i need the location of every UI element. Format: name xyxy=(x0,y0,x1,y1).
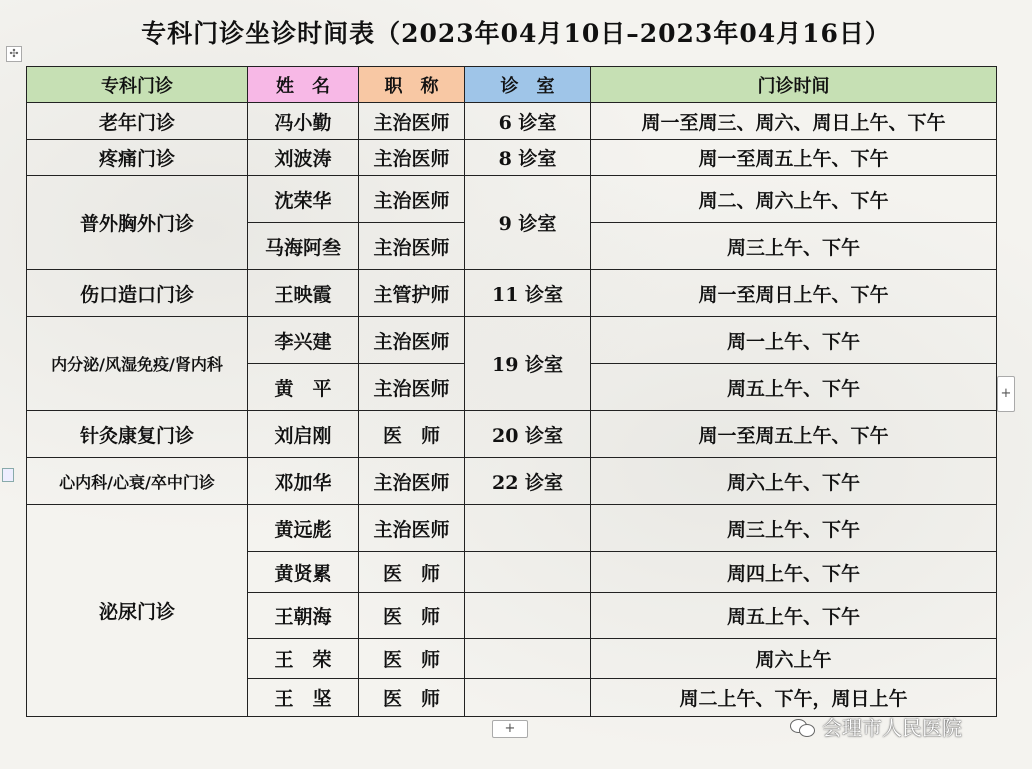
cell-dept[interactable]: 泌尿门诊 xyxy=(27,505,248,717)
table-row xyxy=(27,317,997,364)
table-row xyxy=(27,505,997,552)
cell-dept[interactable]: 内分泌/风湿免疫/肾内科 xyxy=(27,317,248,411)
header-title[interactable]: 职 称 xyxy=(359,67,465,103)
cell-time[interactable]: 周一至周日上午、下午 xyxy=(591,270,997,317)
plus-icon: + xyxy=(504,721,516,736)
cell-name[interactable]: 黄贤累 xyxy=(248,552,359,593)
cell-title[interactable]: 医 师 xyxy=(359,593,465,639)
cell-name[interactable]: 黄 平 xyxy=(248,364,359,411)
cell-title[interactable]: 主治医师 xyxy=(359,317,465,364)
cell-name[interactable]: 王朝海 xyxy=(248,593,359,639)
watermark xyxy=(790,712,962,741)
cell-room[interactable] xyxy=(465,639,591,679)
watermark-text: 会理市人民医院 xyxy=(822,716,962,740)
schedule-table xyxy=(26,66,997,717)
cell-title[interactable]: 主治医师 xyxy=(359,140,465,176)
cell-name[interactable]: 沈荣华 xyxy=(248,176,359,223)
cell-time[interactable]: 周三上午、下午 xyxy=(591,505,997,552)
cell-dept[interactable]: 伤口造口门诊 xyxy=(27,270,248,317)
cell-title[interactable]: 主管护师 xyxy=(359,270,465,317)
cell-time[interactable]: 周六上午 xyxy=(591,639,997,679)
paragraph-marker-icon xyxy=(2,468,14,482)
table-move-handle[interactable] xyxy=(6,46,22,62)
cell-time[interactable]: 周三上午、下午 xyxy=(591,223,997,270)
table-row xyxy=(27,270,997,317)
cell-time[interactable]: 周一上午、下午 xyxy=(591,317,997,364)
cell-time[interactable]: 周一至周五上午、下午 xyxy=(591,411,997,458)
cell-time[interactable]: 周四上午、下午 xyxy=(591,552,997,593)
cell-dept[interactable]: 针灸康复门诊 xyxy=(27,411,248,458)
cell-title[interactable]: 主治医师 xyxy=(359,505,465,552)
cell-title[interactable]: 主治医师 xyxy=(359,103,465,140)
cell-room[interactable] xyxy=(465,552,591,593)
cell-title[interactable]: 医 师 xyxy=(359,639,465,679)
cell-room[interactable]: 6 诊室 xyxy=(465,103,591,140)
cell-name[interactable]: 刘波涛 xyxy=(248,140,359,176)
cell-dept[interactable]: 普外胸外门诊 xyxy=(27,176,248,270)
cell-name[interactable]: 马海阿叁 xyxy=(248,223,359,270)
cell-name[interactable]: 李兴建 xyxy=(248,317,359,364)
move-icon: ✣ xyxy=(9,47,19,60)
cell-title[interactable]: 主治医师 xyxy=(359,458,465,505)
cell-title[interactable]: 主治医师 xyxy=(359,364,465,411)
cell-dept[interactable]: 心内科/心衰/卒中门诊 xyxy=(27,458,248,505)
cell-name[interactable]: 邓加华 xyxy=(248,458,359,505)
table-row xyxy=(27,458,997,505)
cell-title[interactable]: 医 师 xyxy=(359,679,465,717)
header-name[interactable]: 姓 名 xyxy=(248,67,359,103)
cell-room[interactable]: 11 诊室 xyxy=(465,270,591,317)
cell-time[interactable]: 周一至周五上午、下午 xyxy=(591,140,997,176)
cell-time[interactable]: 周六上午、下午 xyxy=(591,458,997,505)
document-title: 专科门诊坐诊时间表（2023年04月10日–2023年04月16日） xyxy=(141,19,891,48)
table-row xyxy=(27,140,997,176)
cell-room[interactable]: 22 诊室 xyxy=(465,458,591,505)
cell-time[interactable]: 周二上午、下午，周日上午 xyxy=(591,679,997,717)
cell-room[interactable]: 9 诊室 xyxy=(465,176,591,270)
cell-name[interactable]: 冯小勤 xyxy=(248,103,359,140)
cell-room[interactable] xyxy=(465,505,591,552)
table-row xyxy=(27,176,997,223)
cell-room[interactable]: 8 诊室 xyxy=(465,140,591,176)
header-dept[interactable]: 专科门诊 xyxy=(27,67,248,103)
cell-time[interactable]: 周二、周六上午、下午 xyxy=(591,176,997,223)
cell-name[interactable]: 王 荣 xyxy=(248,639,359,679)
cell-name[interactable]: 王 坚 xyxy=(248,679,359,717)
add-column-button[interactable] xyxy=(997,376,1015,412)
cell-room[interactable] xyxy=(465,593,591,639)
cell-dept[interactable]: 老年门诊 xyxy=(27,103,248,140)
table-row xyxy=(27,103,997,140)
cell-room[interactable]: 19 诊室 xyxy=(465,317,591,411)
cell-time[interactable]: 周五上午、下午 xyxy=(591,593,997,639)
cell-dept[interactable]: 疼痛门诊 xyxy=(27,140,248,176)
cell-name[interactable]: 黄远彪 xyxy=(248,505,359,552)
table-header-row xyxy=(27,67,997,103)
cell-name[interactable]: 刘启刚 xyxy=(248,411,359,458)
cell-room[interactable] xyxy=(465,679,591,717)
cell-name[interactable]: 王映霞 xyxy=(248,270,359,317)
cell-title[interactable]: 主治医师 xyxy=(359,176,465,223)
cell-room[interactable]: 20 诊室 xyxy=(465,411,591,458)
add-row-button[interactable] xyxy=(492,720,528,738)
header-room[interactable]: 诊 室 xyxy=(465,67,591,103)
cell-title[interactable]: 医 师 xyxy=(359,411,465,458)
cell-time[interactable]: 周一至周三、周六、周日上午、下午 xyxy=(591,103,997,140)
cell-title[interactable]: 主治医师 xyxy=(359,223,465,270)
cell-time[interactable]: 周五上午、下午 xyxy=(591,364,997,411)
table-row xyxy=(27,411,997,458)
plus-icon: + xyxy=(1000,386,1012,401)
cell-title[interactable]: 医 师 xyxy=(359,552,465,593)
header-time[interactable]: 门诊时间 xyxy=(591,67,997,103)
wechat-icon xyxy=(790,717,816,737)
